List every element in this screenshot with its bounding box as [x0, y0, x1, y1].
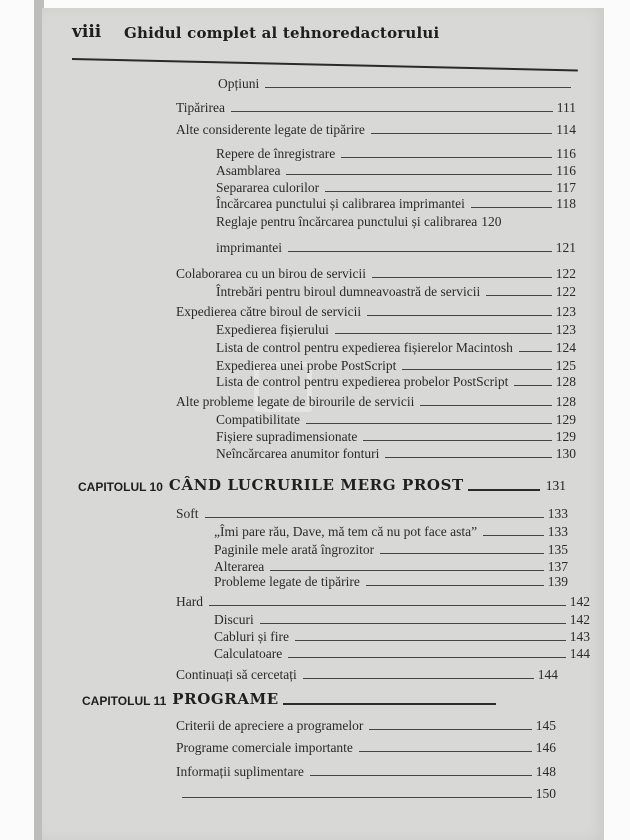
toc-entry-label: Repere de înregistrare	[216, 146, 336, 161]
toc-entry-paginile	[214, 542, 568, 557]
leader-line	[182, 797, 532, 798]
toc-page-number: 124	[555, 340, 576, 355]
leader-line	[310, 775, 532, 776]
toc-page-number: 142	[569, 612, 590, 627]
leader-line	[265, 87, 571, 88]
toc-entry-label: Programe comerciale importante	[176, 740, 353, 755]
toc-page-number: 114	[556, 122, 576, 137]
toc-entry-asamblarea	[216, 163, 576, 178]
toc-entry-intrebari	[216, 284, 576, 299]
toc-page-number: 146	[535, 740, 556, 755]
toc-entry-fisiere-supradim	[216, 429, 576, 444]
chapter-title: CÂND LUCRURILE MERG PROST	[168, 476, 464, 494]
toc-page-number: 150	[535, 786, 556, 801]
toc-page-number: 123	[555, 322, 576, 337]
toc-entry-label: Lista de control pentru expedierea fișierelor Macintosh	[216, 340, 513, 355]
leader-line	[286, 174, 552, 175]
toc-entry-label: Alte probleme legate de birourile de servicii	[176, 394, 415, 409]
leader-line	[295, 640, 566, 641]
toc-entry-incarcarea	[216, 196, 576, 211]
toc-entry-dave	[214, 524, 568, 539]
leader-line	[471, 207, 552, 208]
running-title: Ghidul complet al tehnoredactorului	[124, 24, 440, 42]
toc-entry-probleme-tiparire	[214, 574, 568, 589]
toc-entry-soft	[176, 506, 568, 521]
toc-entry-cabluri	[214, 629, 590, 644]
toc-entry-label: Încărcarea punctului și calibrarea imprimantei	[216, 196, 465, 211]
toc-entry-continuati	[176, 667, 558, 682]
toc-entry-hard	[176, 594, 590, 609]
leader-line	[260, 623, 566, 624]
leader-line	[367, 315, 552, 316]
toc-page-number: 116	[556, 163, 576, 178]
toc-entry-calculatoare	[214, 646, 590, 661]
leader-line	[363, 440, 551, 441]
leader-line	[303, 678, 534, 679]
toc-entry-compatibilitate	[216, 412, 576, 427]
leader-line	[420, 405, 551, 406]
toc-entry-label: Asamblarea	[216, 163, 281, 178]
toc-page-number: 130	[555, 446, 576, 461]
toc-page-number: 145	[535, 718, 556, 733]
toc-page-number: 120	[481, 214, 502, 229]
toc-entry-label: Colaborarea cu un birou de servicii	[176, 266, 367, 281]
leader-line	[335, 333, 552, 334]
toc-entry-programe-comerciale	[176, 740, 556, 755]
toc-page-number: 148	[535, 764, 556, 779]
toc-entry-label: Hard	[176, 594, 203, 609]
leader-line	[371, 133, 552, 134]
toc-page-number: 129	[555, 429, 576, 444]
leader-line	[288, 251, 552, 252]
toc-entry-label: „Îmi pare rău, Dave, mă tem că nu pot face asta”	[214, 524, 478, 539]
toc-entry-label: Reglaje pentru încărcarea punctului și calibrarea	[216, 214, 478, 229]
chapter-label: CAPITOLUL 11	[82, 694, 167, 708]
leader-line	[402, 369, 551, 370]
leader-line	[231, 111, 553, 112]
toc-entry-label: Expedierea unei probe PostScript	[216, 358, 397, 373]
toc-entry-label: Soft	[176, 506, 199, 521]
toc-entry-colaborarea	[176, 266, 576, 281]
toc-entry-separarea	[216, 180, 576, 195]
toc-page-number: 135	[547, 542, 568, 557]
toc-page-number: 118	[556, 196, 576, 211]
toc-page-number: 144	[569, 646, 590, 661]
toc-entry-label: Fișiere supradimensionate	[216, 429, 358, 444]
toc-entry-tiparirea	[176, 100, 576, 115]
toc-entry-label: Alte considerente legate de tipărire	[176, 122, 365, 137]
toc-entry-label: Calculatoare	[214, 646, 283, 661]
toc-entry-repere	[216, 146, 576, 161]
toc-entry-neincarcarea	[216, 446, 576, 461]
toc-entry-label: Discuri	[214, 612, 254, 627]
toc-entry-label: Opțiuni	[218, 76, 260, 91]
toc-entry-label: Tipărirea	[176, 100, 225, 115]
toc-entry-label: Probleme legate de tipărire	[214, 574, 360, 589]
chapter-title: PROGRAME	[172, 690, 279, 708]
toc-page-number: 128	[555, 374, 576, 389]
toc-page-number: 133	[547, 524, 568, 539]
toc-entry-expedierea-fisierului	[216, 322, 576, 337]
toc-entry-criterii	[176, 718, 556, 733]
leader-line	[359, 751, 532, 752]
leader-line	[306, 423, 552, 424]
leader-line	[369, 729, 531, 730]
toc-page-number: 144	[537, 667, 558, 682]
toc-page-number: 122	[555, 284, 576, 299]
toc-entry-discuri	[214, 612, 590, 627]
toc-entry-label: Alterarea	[214, 559, 265, 574]
leader-line	[205, 517, 544, 518]
toc-entry-alte-considerente	[176, 122, 576, 137]
toc-page-number: 116	[556, 146, 576, 161]
leader-line	[325, 191, 552, 192]
toc-page-number: 117	[556, 180, 576, 195]
toc-entry-informatii	[176, 764, 556, 779]
toc-entry-label: imprimantei	[216, 240, 282, 255]
toc-page-number: 142	[569, 594, 590, 609]
leader-line	[519, 351, 552, 352]
toc-entry-label: Expedierea către biroul de servicii	[176, 304, 362, 319]
toc-page-number: 133	[547, 506, 568, 521]
leader-line	[209, 605, 566, 606]
toc-page-number: 125	[555, 358, 576, 373]
toc-entry-alte-probleme	[176, 394, 576, 409]
leader-line	[366, 585, 544, 586]
toc-entry-label: Separarea culorilor	[216, 180, 320, 195]
toc-entry-lista-postscript	[216, 374, 576, 389]
toc-entry-optiuni	[218, 76, 575, 91]
toc-entry-imprimantei	[216, 240, 576, 255]
toc-page-number: 121	[555, 240, 576, 255]
page-number: viii	[72, 22, 102, 42]
leader-line	[270, 570, 544, 571]
toc-entry-label: Criterii de apreciere a programelor	[176, 718, 364, 733]
toc-entry-label: Cabluri și fire	[214, 629, 289, 644]
toc-entry-label: Expedierea fișierului	[216, 322, 329, 337]
chapter-leader-line	[468, 489, 540, 491]
toc-entry-label: Neîncărcarea anumitor fonturi	[216, 446, 380, 461]
leader-line	[483, 535, 544, 536]
toc-entry-proba-postscript	[216, 358, 576, 373]
toc-entry-reglaje	[216, 214, 576, 229]
toc-entry-label: Continuați să cercetați	[176, 667, 297, 682]
leader-line	[385, 457, 551, 458]
toc-entry-label: Compatibilitate	[216, 412, 300, 427]
toc-page-number: 129	[555, 412, 576, 427]
leader-line	[380, 553, 544, 554]
toc-page-number: 123	[555, 304, 576, 319]
toc-page-number: 137	[547, 559, 568, 574]
toc-entry-expedierea-catre	[176, 304, 576, 319]
leader-line	[288, 657, 566, 658]
toc-page-number: 128	[555, 394, 576, 409]
chapter-11-heading	[82, 690, 502, 708]
chapter-leader-line	[283, 703, 496, 705]
toc-page-number: 143	[569, 629, 590, 644]
toc-page-number: 131	[545, 478, 566, 493]
toc-entry-last-page	[176, 786, 556, 801]
toc-entry-label: Informații suplimentare	[176, 764, 304, 779]
toc-entry-alterarea	[214, 559, 568, 574]
toc-entry-label: Paginile mele arată îngrozitor	[214, 542, 375, 557]
toc-page-number: 122	[555, 266, 576, 281]
leader-line	[514, 385, 551, 386]
leader-line	[341, 157, 552, 158]
toc-entry-lista-macintosh	[216, 340, 576, 355]
chapter-10-heading	[78, 476, 566, 494]
leader-line	[372, 277, 552, 278]
chapter-label: CAPITOLUL 10	[78, 480, 163, 494]
toc-entry-label: Întrebări pentru biroul dumneavoastră de servicii	[216, 284, 481, 299]
toc-entry-label: Lista de control pentru expedierea probelor PostScript	[216, 374, 509, 389]
toc-page-number: 111	[556, 100, 576, 115]
toc-page-number: 139	[547, 574, 568, 589]
leader-line	[486, 295, 551, 296]
